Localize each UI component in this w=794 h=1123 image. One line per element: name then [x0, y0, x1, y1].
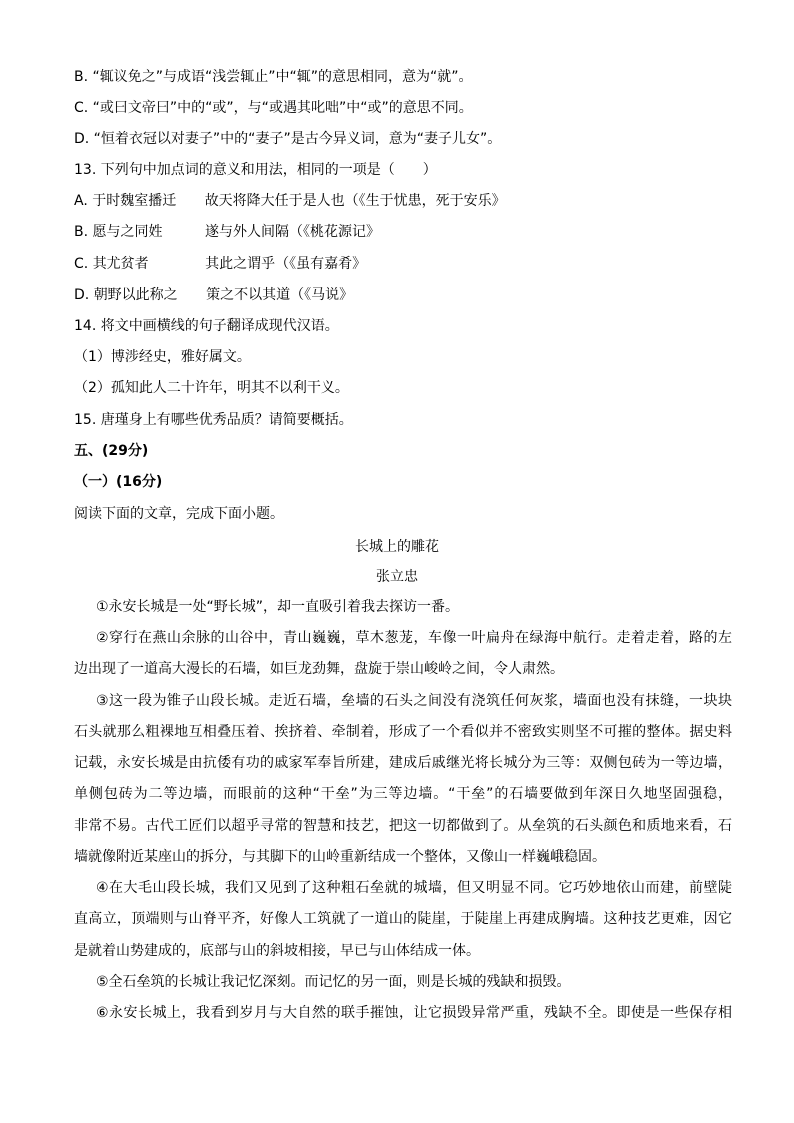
q13-option-d-label: D. [74, 287, 90, 303]
q12-option-d: D. “恒着衣冠以对妻子”中的“妻子”是古今异义词，意为“妻子儿女”。 [74, 131, 502, 147]
paragraph-4-line-2: 直高立，顶端则与山脊平齐，好像人工筑就了一道山的陡崖，于陡崖上再建成胸墙。这种技艺更难，因它 [74, 911, 732, 927]
q14-item-1: （1）博涉经史，雅好属文。 [74, 349, 251, 365]
q13-option-b-right: 遂与外人间隔（《桃花源记》 [204, 224, 380, 240]
q12-option-c: C. “或曰文帝曰”中的“或”，与“或遇其叱咄”中“或”的意思不同。 [74, 100, 473, 116]
q13-question: 13. 下列句中加点词的意义和用法，相同的一项是（ ） [74, 162, 437, 178]
paragraph-3-line-5: 非常不易。古代工匠们以超乎寻常的智慧和技艺，把这一切都做到了。从垒筑的石头颜色和质地来看，石 [74, 818, 732, 834]
q14-question: 14. 将文中画横线的句子翻译成现代汉语。 [74, 318, 339, 334]
paragraph-6-line-1: ⑥永安长城上，我看到岁月与大自然的联手摧蚀，让它损毁异常严重，残缺不全。即使是一些保存相 [96, 1005, 732, 1021]
q13-option-b-left: 愿与之同姓 [92, 224, 163, 240]
article-title: 长城上的雕花 [355, 539, 439, 555]
section-heading: 五、(29分) [74, 443, 149, 459]
paragraph-3-line-2: 石头就那么粗裸地互相叠压着、挨挤着、牵制着，形成了一个看似并不密致实则坚不可摧的整体。据史料 [74, 724, 732, 740]
paragraph-2-line-1: ②穿行在燕山余脉的山谷中，青山巍巍，草木葱茏，车像一叶扁舟在绿海中航行。走着走着，路的左 [96, 630, 732, 646]
q13-option-d [74, 285, 732, 305]
q13-option-b-label: B. [74, 224, 89, 240]
paragraph-3-line-4: 单侧包砖为二等边墙，而眼前的这种“干垒”为三等边墙。“干垒”的石墙要做到年深日久地坚固强稳， [74, 786, 732, 802]
q13-option-d-right: 策之不以其道（《马说》 [206, 287, 354, 303]
q13-option-a-label: A. [74, 193, 88, 209]
q13-option-c-left: 其尤贫者 [92, 256, 149, 272]
q13-option-a-left: 于时魏室播迁 [92, 193, 177, 209]
q13-option-a-right: 故天将降大任于是人也（《生于忧患，死于安乐》 [204, 193, 506, 209]
subsection-heading: （一）(16分) [74, 474, 163, 490]
q12-option-b: B. “辄议免之”与成语“浅尝辄止”中“辄”的意思相同，意为“就”。 [74, 69, 473, 85]
q14-item-2: （2）孤知此人二十许年，明其不以利干义。 [74, 380, 349, 396]
paragraph-4-line-1: ④在大毛山段长城，我们又见到了这种粗石垒就的城墙，但又明显不同。它巧妙地依山而建，前壁陡 [96, 880, 732, 896]
paragraph-2-line-2: 边出现了一道高大漫长的石墙，如巨龙劲舞，盘旋于崇山峻岭之间，令人肃然。 [74, 661, 564, 677]
paragraph-1: ①永安长城是一处“野长城”，却一直吸引着我去探访一番。 [96, 599, 460, 615]
q13-option-c [74, 254, 732, 274]
article-author: 张立忠 [376, 569, 418, 585]
q13-option-b [74, 222, 732, 242]
q13-option-d-left: 朝野以此称之 [93, 287, 178, 303]
paragraph-5: ⑤全石垒筑的长城让我记忆深刻。而记忆的另一面，则是长城的残缺和损毁。 [96, 974, 571, 990]
q13-option-c-label: C. [74, 256, 89, 272]
paragraph-3-line-1: ③这一段为锥子山段长城。走近石墙，垒墙的石头之间没有浇筑任何灰浆，墙面也没有抹缝，一块块 [96, 693, 732, 709]
paragraph-3-line-6: 墙就像附近某座山的拆分，与其脚下的山岭重新结成一个整体，又像山一样巍峨稳固。 [74, 849, 606, 865]
paragraph-4-line-3: 是就着山势建成的，底部与山的斜坡相接，早已与山体结成一体。 [74, 943, 480, 959]
q13-option-a [74, 191, 732, 211]
q15-question: 15. 唐瑾身上有哪些优秀品质？请简要概括。 [74, 412, 353, 428]
q13-option-c-right: 其此之谓乎（《虽有嘉肴》 [205, 256, 367, 272]
paragraph-3-line-3: 记载，永安长城是由抗倭有功的戚家军奉旨所建，建成后戚继光将长城分为三等：双侧包砖为一等边墙， [74, 755, 732, 771]
reading-instruction: 阅读下面的文章，完成下面小题。 [74, 506, 284, 522]
